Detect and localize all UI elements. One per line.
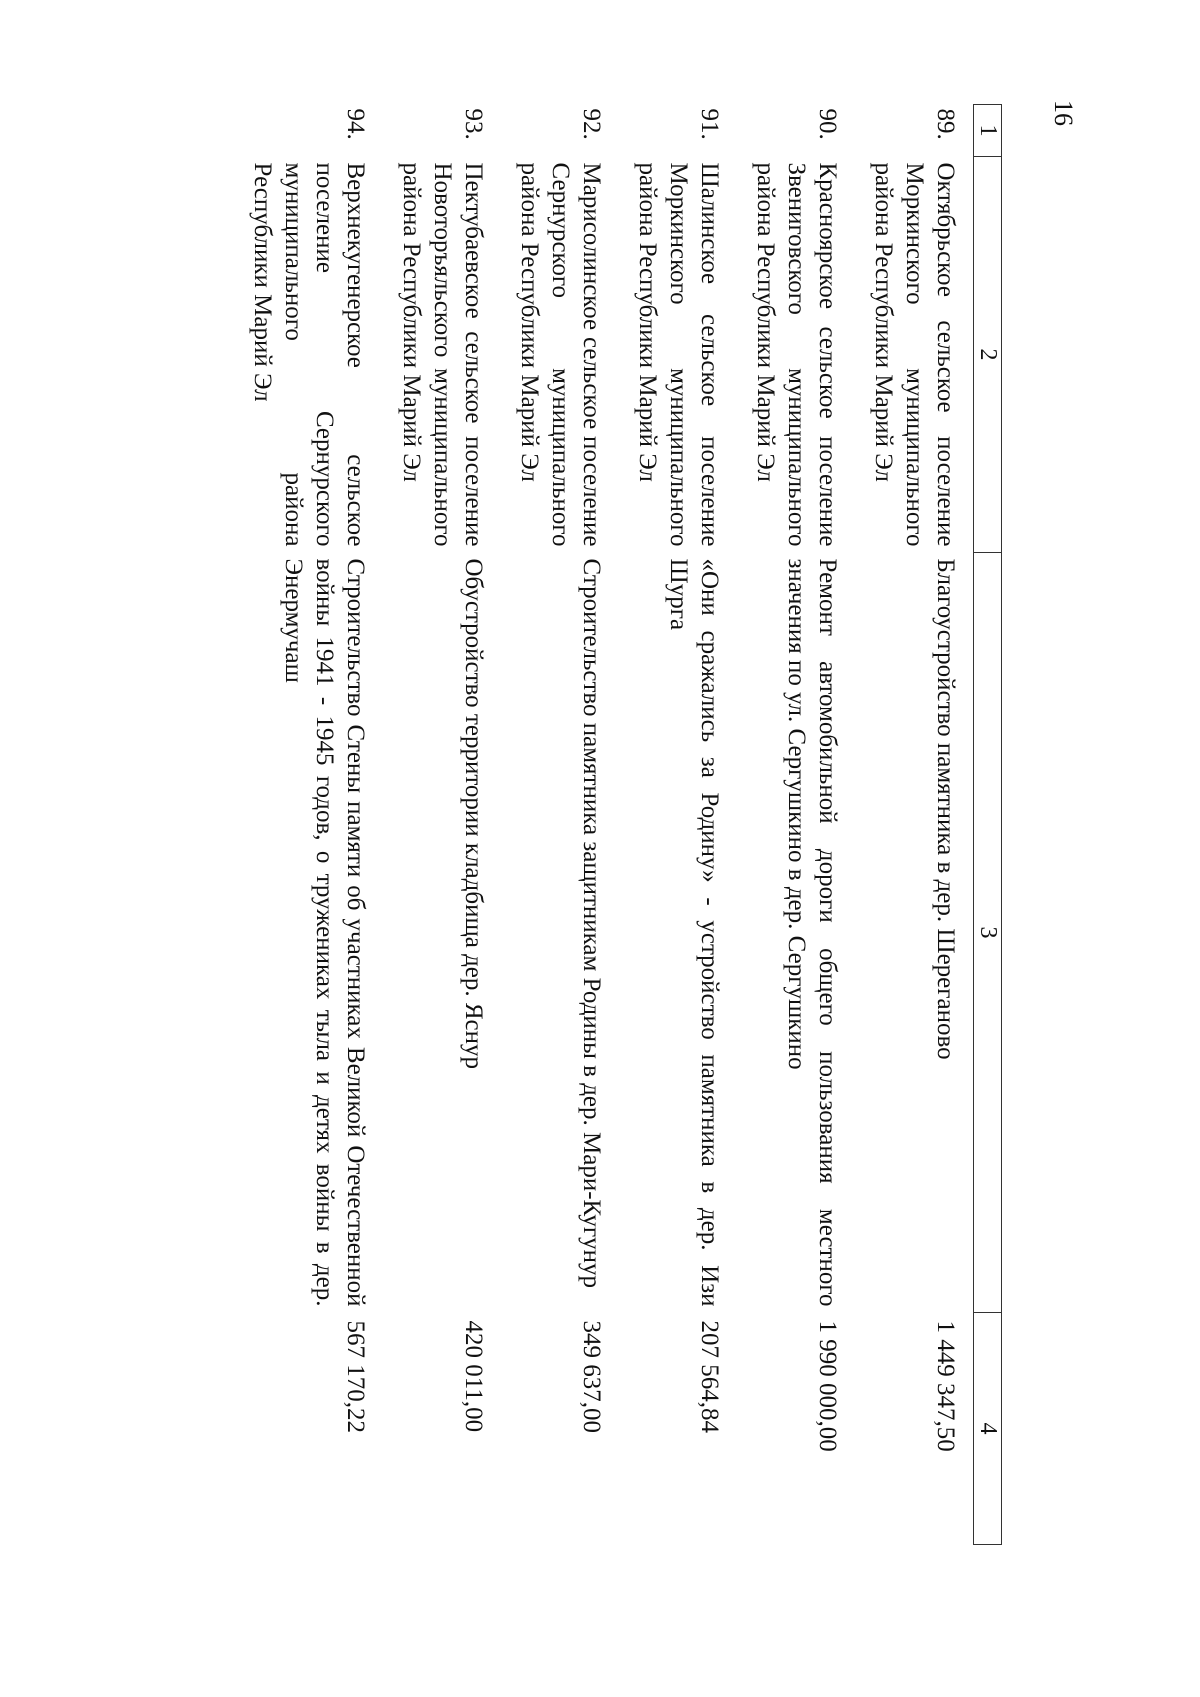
amount-cell: 1 990 000,00	[814, 1320, 841, 1452]
row-number: 92.	[578, 108, 605, 140]
column-header-1: 1	[974, 105, 1003, 157]
amount-cell: 207 564,84	[696, 1320, 723, 1433]
municipality-cell: Октябрьское сельское поселение Моркинского муниципального района Республики Марий Эл	[870, 162, 959, 547]
municipality-cell: Марисолинское сельское поселение Сернурского муниципального района Республики Марий Эл	[516, 162, 605, 547]
amount-cell: 349 637,00	[578, 1320, 605, 1433]
row-number: 90.	[814, 108, 841, 140]
funding-table	[233, 104, 1002, 1545]
rotated-table-container	[192, 104, 1002, 1544]
amount-cell: 1 449 347,50	[932, 1320, 959, 1452]
project-cell: Благоустройство памятника в дер. Шереганово	[932, 558, 959, 1060]
project-cell: «Они сражались за Родину» - устройство памятника в дер. Изи Шурга	[665, 558, 723, 1307]
column-header-2: 2	[974, 157, 1003, 553]
table-row	[381, 105, 499, 1545]
row-number: 89.	[932, 108, 959, 140]
table-row	[617, 105, 735, 1545]
municipality-cell: Красноярское сельское поселение Звениговского муниципального района Республики Марий Эл	[752, 162, 841, 547]
table-header-row	[974, 105, 1003, 1545]
table-row	[735, 105, 853, 1545]
amount-cell: 567 170,22	[342, 1320, 369, 1433]
table-row	[853, 105, 974, 1545]
page-number: 16	[1049, 100, 1078, 126]
row-number: 91.	[696, 108, 723, 140]
project-cell: Строительство Стены памяти об участниках Великой Отечественной войны 1941 - 1945 годов, о тружениках тыла и детях войны в дер. Энермучаш	[280, 558, 369, 1307]
table-row	[499, 105, 617, 1545]
table-top-border	[1001, 104, 1002, 1544]
column-header-4: 4	[974, 1313, 1003, 1545]
municipality-cell: Пектубаевское сельское поселение Новоторъяльского муниципального района Республики Марий Эл	[398, 162, 487, 547]
project-cell: Обустройство территории кладбища дер. Яснур	[460, 558, 487, 1070]
amount-cell: 420 011,00	[460, 1320, 487, 1433]
column-header-3: 3	[974, 553, 1003, 1313]
municipality-cell: Шалинское сельское поселение Моркинского муниципального района Республики Марий Эл	[634, 162, 723, 547]
table-row	[233, 105, 381, 1545]
project-cell: Ремонт автомобильной дороги общего пользования местного значения по ул. Сергушкино в дер. Сергушкино	[783, 558, 841, 1307]
project-cell: Строительство памятника защитникам Родины в дер. Мари-Кугунур	[578, 558, 605, 1288]
municipality-cell: Верхнекугенерское сельское поселение Сернурского муниципального района Республики Марий Эл	[249, 162, 369, 547]
row-number: 93.	[460, 108, 487, 140]
row-number: 94.	[342, 108, 369, 140]
